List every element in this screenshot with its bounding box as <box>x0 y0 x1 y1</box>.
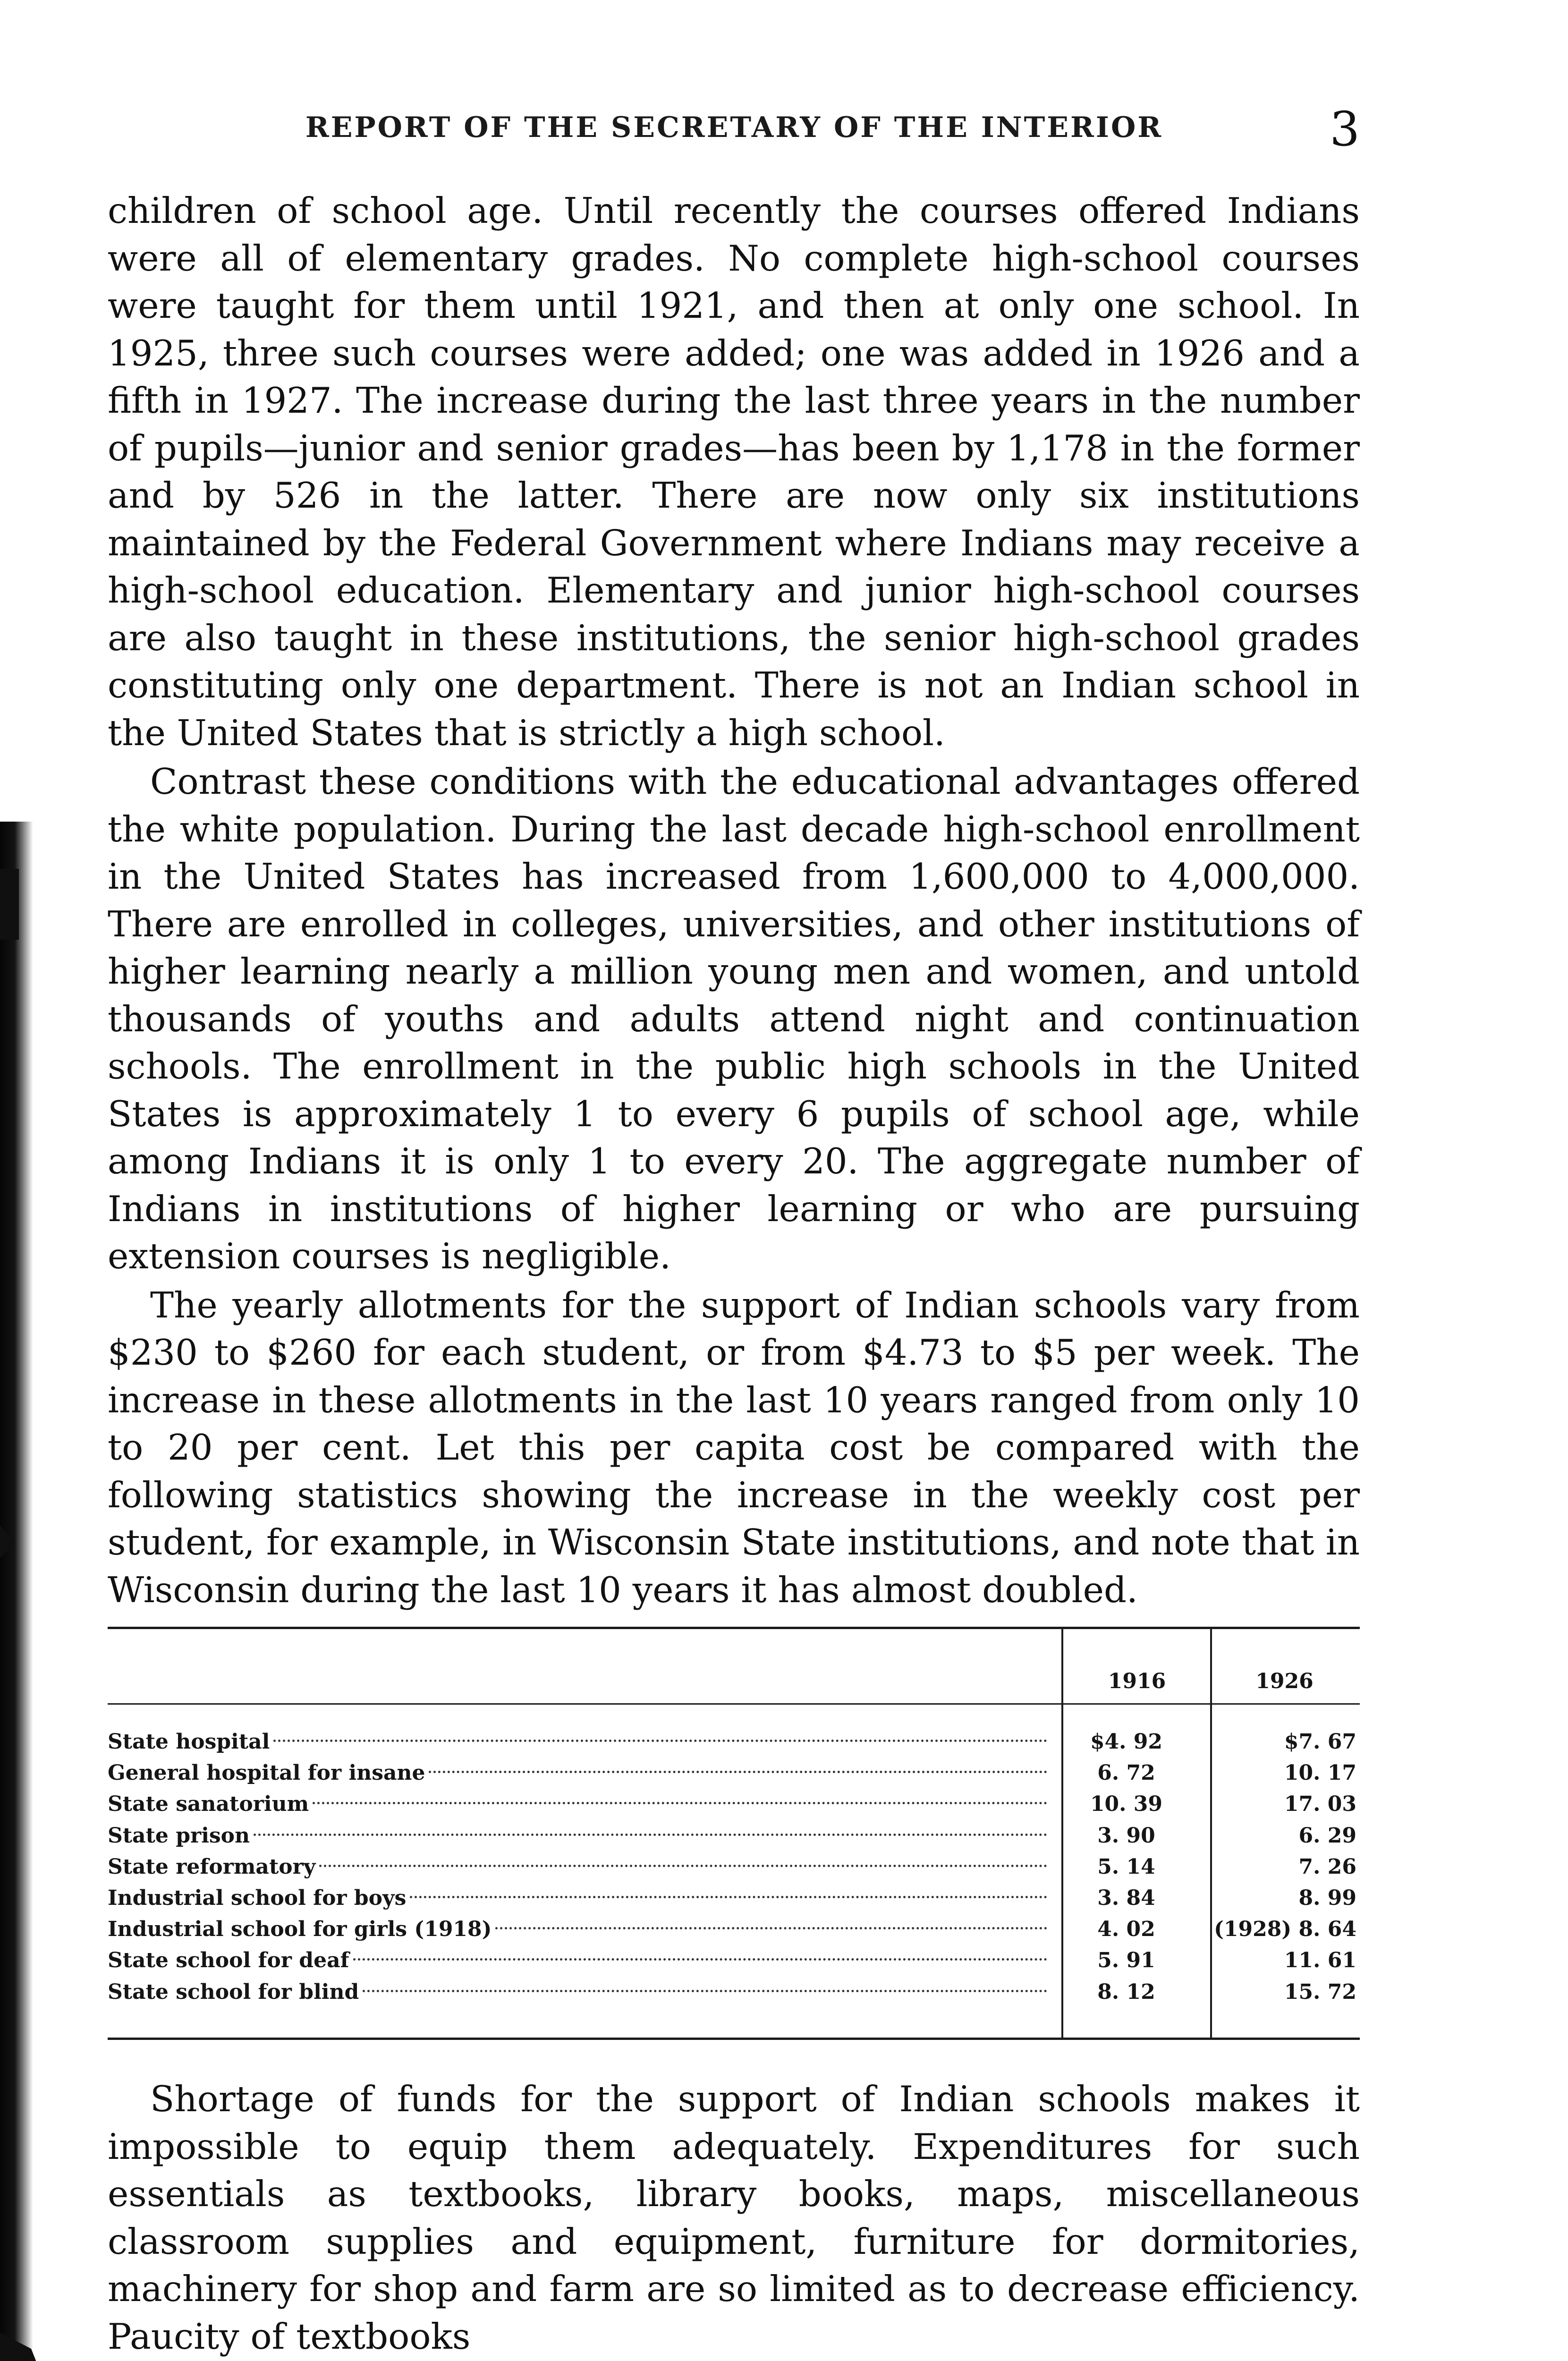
cell-1926: 7. 26 <box>1298 1854 1356 1879</box>
cell-1926: (1928) 8. 64 <box>1214 1917 1356 1942</box>
dot-leader <box>429 1771 1047 1773</box>
cost-table <box>108 1627 1360 2042</box>
table-row <box>108 1792 1360 1823</box>
dot-leader <box>363 1990 1047 1992</box>
body-text <box>108 187 1360 1614</box>
table-row <box>108 1917 1360 1948</box>
paragraph-white-population: Contrast these conditions with the educational advantages offered the white population. During the last decade high-school enrollment in the United States has increased from 1,600,000 to 4,000,000. There are enrolled in colleges, universities, and other institutions of higher learning nearly a million young men and women, and untold thousands of youths and adults attend night and continuation schools. The enrollment in the public high schools in the United States is approximately 1 to every 6 pupils of school age, while among Indians it is only 1 to every 20. The aggregate number of Indians in institutions of higher learning or who are pursuing extension courses is negligible. <box>108 761 1360 1277</box>
table-row <box>108 1730 1360 1761</box>
row-label <box>108 1761 1052 1792</box>
dot-leader <box>495 1927 1047 1929</box>
column-header-1916: 1916 <box>1108 1669 1166 1693</box>
column-header-1926: 1926 <box>1255 1669 1314 1693</box>
cell-1916: 6. 72 <box>1097 1761 1155 1785</box>
dot-leader <box>410 1896 1047 1898</box>
cell-1916: $4. 92 <box>1090 1730 1163 1754</box>
table-row <box>108 1886 1360 1917</box>
dot-leader <box>254 1834 1047 1836</box>
table-header-rule <box>108 1703 1360 1705</box>
paragraph-shortage-of-funds: Shortage of funds for the support of Indian schools makes it impossible to equip them adequately. Expenditures for such essentials as textbooks, library books, maps, miscellaneous classroom supplies and equipment, furniture for dormitories, machinery for shop and farm are so limited as to decrease efficiency. Paucity of textbooks <box>108 2078 1360 2357</box>
dot-leader <box>353 1958 1048 1961</box>
table-row <box>108 1824 1360 1855</box>
row-label <box>108 1792 1052 1823</box>
running-title: REPORT OF THE SECRETARY OF THE INTERIOR <box>305 111 1163 144</box>
cell-1916: 4. 02 <box>1097 1917 1155 1942</box>
row-label <box>108 1980 1052 2011</box>
row-label-text: State hospital <box>108 1730 270 1754</box>
row-label-text: Industrial school for boys <box>108 1886 407 1910</box>
dot-leader <box>273 1740 1047 1742</box>
cell-1916: 5. 91 <box>1097 1948 1155 1973</box>
cell-1916: 8. 12 <box>1097 1979 1155 2004</box>
dot-leader <box>319 1865 1047 1867</box>
table-row <box>108 1761 1360 1792</box>
dot-leader <box>313 1802 1047 1804</box>
cell-1926: 10. 17 <box>1284 1761 1356 1785</box>
row-label <box>108 1948 1052 1979</box>
cell-1926: $7. 67 <box>1284 1730 1356 1754</box>
row-label-text: General hospital for insane <box>108 1761 425 1785</box>
running-head <box>109 102 1360 158</box>
row-label-text: State reformatory <box>108 1854 316 1879</box>
row-label <box>108 1730 1052 1761</box>
cell-1926: 11. 61 <box>1284 1948 1356 1973</box>
scan-edge-mark <box>0 869 19 940</box>
cell-1916: 5. 14 <box>1097 1854 1155 1879</box>
table-bottom-rule <box>108 2038 1360 2040</box>
paragraph-high-school-courses: children of school age. Until recently the courses offered Indians were all of elementary grades. No complete high-school courses were taught for them until 1921, and then at only one school. In 1925, three such courses were added; one was added in 1926 and a fifth in 1927. The increase during the last three years in the number of pupils—junior and senior grades—has been by 1,178 in the former and by 526 in the latter. There are now only six institutions maintained by the Federal Government where Indians may receive a high-school education. Elementary and junior high-school courses are also taught in these institutions, the senior high-school grades constituting only one department. There is not an Indian school in the United States that is strictly a high school. <box>108 190 1360 754</box>
cell-1926: 15. 72 <box>1284 1979 1356 2004</box>
row-label <box>108 1917 1052 1948</box>
cell-1916: 10. 39 <box>1090 1792 1163 1817</box>
paragraph-allotments: The yearly allotments for the support of Indian schools vary from $230 to $260 for each student, or from $4.73 to $5 per week. The increase in these allotments in the last 10 years ranged from only 10 to 20 per cent. Let this per capita cost be compared with the following statistics showing the increase in the weekly cost per student, for example, in Wisconsin State institutions, and note that in Wisconsin during the last 10 years it has almost doubled. <box>108 1284 1360 1611</box>
row-label <box>108 1886 1052 1917</box>
row-label-text: Industrial school for girls (1918) <box>108 1917 492 1942</box>
row-label-text: State school for blind <box>108 1979 359 2004</box>
cell-1926: 17. 03 <box>1284 1792 1356 1817</box>
table-row <box>108 1948 1360 1979</box>
closing-text <box>108 2075 1360 2360</box>
row-label <box>108 1824 1052 1855</box>
cell-1926: 6. 29 <box>1298 1823 1356 1848</box>
scan-binding-edge <box>0 822 33 2361</box>
cell-1926: 8. 99 <box>1298 1886 1356 1910</box>
page-number: 3 <box>1330 102 1360 157</box>
row-label-text: State sanatorium <box>108 1792 309 1817</box>
row-label <box>108 1855 1052 1886</box>
row-label-text: State prison <box>108 1823 250 1848</box>
table-top-rule <box>108 1627 1360 1629</box>
table-row <box>108 1980 1360 2011</box>
row-label-text: State school for deaf <box>108 1948 349 1973</box>
table-row <box>108 1855 1360 1886</box>
cell-1916: 3. 90 <box>1097 1823 1155 1848</box>
cell-1916: 3. 84 <box>1097 1886 1155 1910</box>
